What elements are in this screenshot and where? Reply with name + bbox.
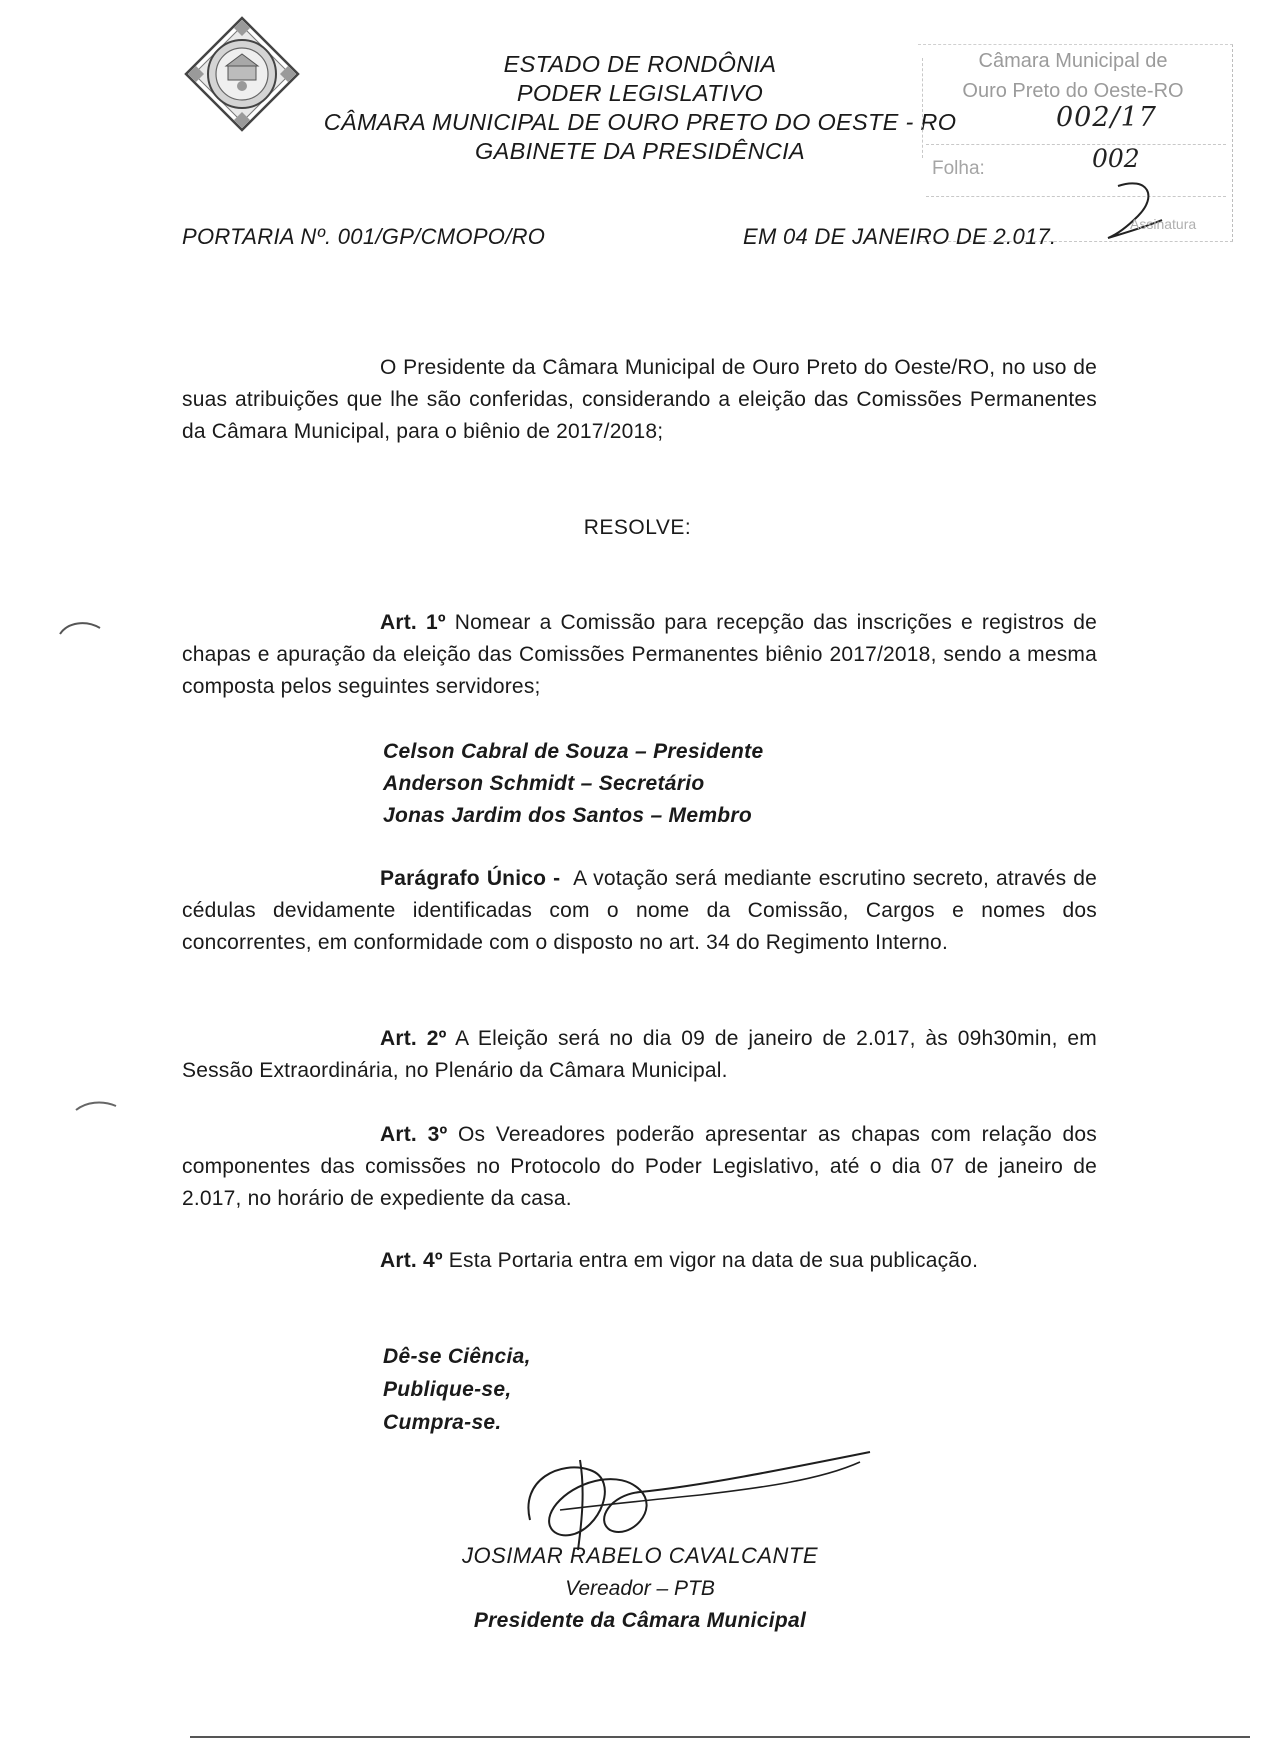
article-1-label: Art. 1º	[380, 611, 446, 634]
portaria-number: PORTARIA Nº. 001/GP/CMOPO/RO	[182, 224, 546, 249]
article-2-label: Art. 2º	[380, 1027, 447, 1050]
punch-hole-mark	[58, 618, 102, 636]
closing-formula	[383, 1340, 531, 1439]
handwritten-signature	[500, 1440, 880, 1560]
article-4-text: Esta Portaria entra em vigor na data de sua publicação.	[448, 1249, 979, 1272]
paragrafo-unico	[182, 863, 1097, 959]
article-3-label: Art. 3º	[380, 1123, 448, 1146]
article-4	[182, 1245, 1097, 1277]
article-2	[182, 1023, 1097, 1087]
header-state: ESTADO DE RONDÔNIA	[503, 51, 777, 77]
article-4-label: Art. 4º	[380, 1249, 443, 1272]
stamp-folha-value: 002	[1092, 144, 1140, 173]
stamp-assinatura-label: Assinatura	[1130, 216, 1197, 232]
letterhead	[300, 50, 980, 166]
member-secretary: Anderson Schmidt – Secretário	[383, 772, 705, 795]
article-1-text: Nomear a Comissão para recepção das inscrições e registros de chapas e apuração da eleição das Comissões Permanentes biênio 2017/2018, sendo a mesma composta pelos seguintes servidores;	[182, 611, 1097, 698]
commission-members	[383, 736, 763, 832]
protocol-stamp	[918, 36, 1234, 244]
article-3-text: Os Vereadores poderão apresentar as chapas com relação dos componentes das comissões no Protocolo do Poder Legislativo, até o dia 07 de janeiro de 2.017, no horário de expediente da casa.	[182, 1123, 1097, 1210]
paragrafo-unico-text: A votação será mediante escrutino secreto, através de cédulas devidamente identificadas com o nome da Comissão, Cargos e nomes dos concorrentes, em conformidade com o disposto no art. 34 do Regimento Interno.	[182, 867, 1098, 954]
article-3	[182, 1119, 1097, 1215]
header-chamber: CÂMARA MUNICIPAL DE OURO PRETO DO OESTE - RO	[323, 109, 957, 135]
stamp-city-name: Ouro Preto do Oeste-RO	[962, 80, 1184, 102]
member-member: Jonas Jardim dos Santos – Membro	[383, 804, 753, 827]
signatory-title: Presidente da Câmara Municipal	[473, 1609, 807, 1632]
stamp-folha-label: Folha:	[932, 158, 985, 179]
stamp-border	[918, 44, 1233, 242]
closing-line-3: Cumpra-se.	[383, 1411, 502, 1434]
signatory-name: JOSIMAR RABELO CAVALCANTE	[461, 1543, 819, 1568]
stamp-rule	[926, 144, 1226, 145]
portaria-date: EM 04 DE JANEIRO DE 2.017.	[743, 224, 1057, 249]
stamp-left-line	[922, 58, 923, 158]
paragrafo-unico-label: Parágrafo Único -	[380, 867, 561, 890]
header-branch: PODER LEGISLATIVO	[516, 80, 764, 106]
resolve-heading: RESOLVE:	[583, 516, 692, 539]
closing-line-1: Dê-se Ciência,	[383, 1345, 531, 1368]
header-office: GABINETE DA PRESIDÊNCIA	[475, 138, 805, 164]
municipal-seal-icon	[182, 14, 302, 134]
intro-text: O Presidente da Câmara Municipal de Ouro Preto do Oeste/RO, no uso de suas atribuições que lhe são conferidas, considerando a eleição das Comissões Permanentes da Câmara Municipal, para o biênio de 2017/2018;	[182, 356, 1097, 443]
signatory-role: Vereador – PTB	[565, 1577, 715, 1600]
bottom-edge-line	[190, 1736, 1250, 1738]
stamp-chamber-name: Câmara Municipal de	[978, 50, 1168, 72]
intro-paragraph	[182, 352, 1097, 448]
member-president: Celson Cabral de Souza – Presidente	[383, 740, 764, 763]
stamp-rule	[926, 196, 1226, 197]
stamp-initials-signature	[1088, 176, 1168, 246]
stamp-protocol-number: 002/17	[1056, 102, 1157, 133]
article-1	[182, 607, 1097, 703]
punch-hole-mark	[74, 1096, 118, 1114]
article-2-text: A Eleição será no dia 09 de janeiro de 2.017, às 09h30min, em Sessão Extraordinária, no Plenário da Câmara Municipal.	[182, 1027, 1097, 1082]
closing-line-2: Publique-se,	[383, 1378, 512, 1401]
